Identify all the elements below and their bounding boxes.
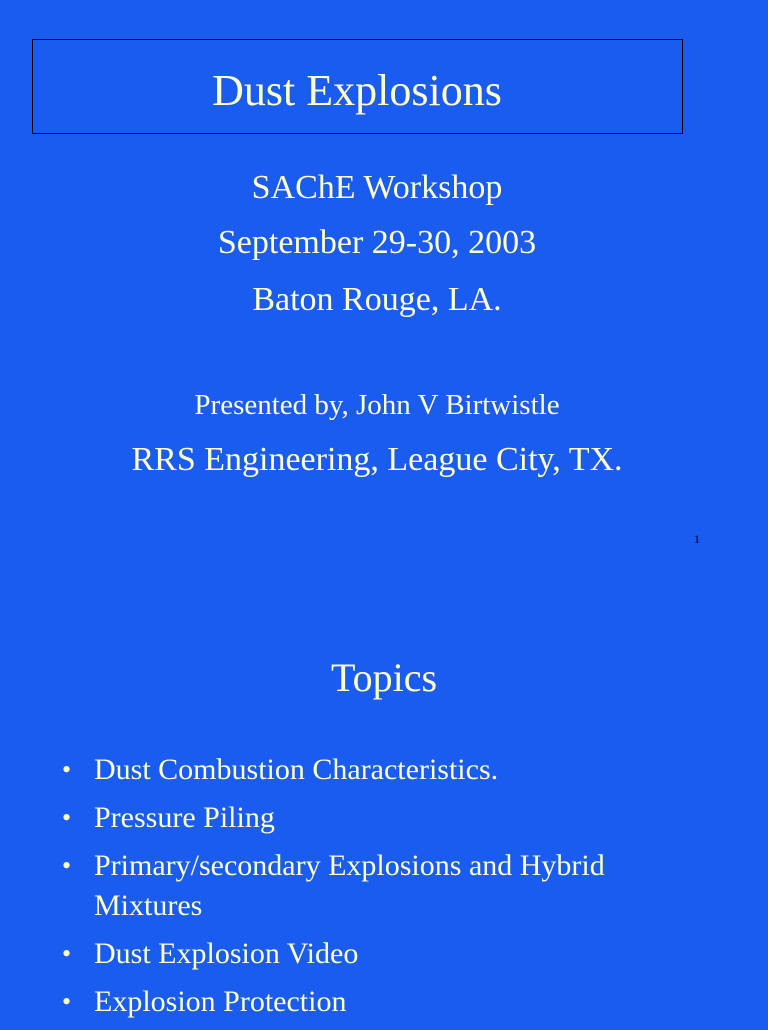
topic-list	[60, 750, 710, 1030]
bullet-icon: •	[62, 803, 72, 832]
topic-text: Dust Explosion Video	[94, 937, 359, 970]
topics-title: Topics	[330, 655, 438, 700]
slide-title-text: Dust Explosions	[212, 66, 502, 115]
topic-item	[60, 798, 710, 838]
slide-topics	[0, 570, 768, 1024]
topic-text: Pressure Piling	[94, 801, 275, 834]
topic-text: Explosion Protection	[94, 985, 347, 1018]
bullet-icon: •	[62, 851, 72, 880]
topic-item	[60, 846, 710, 926]
topic-item	[60, 982, 710, 1022]
topic-text: Primary/secondary Explosions and Hybrid Mixtures	[94, 849, 605, 922]
slide-number: 1	[694, 532, 700, 546]
bullet-icon: •	[62, 987, 72, 1016]
company-line: RRS Engineering, League City, TX.	[131, 441, 623, 478]
bullet-icon: •	[62, 755, 72, 784]
topic-item	[60, 934, 710, 974]
bullet-icon: •	[62, 939, 72, 968]
presenter-line: Presented by, John V Birtwistle	[194, 389, 560, 421]
workshop-name: SAChE Workshop	[251, 169, 503, 206]
workshop-location: Baton Rouge, LA.	[252, 281, 502, 318]
topic-item	[60, 750, 710, 790]
topic-text: Dust Combustion Characteristics.	[94, 753, 499, 786]
workshop-dates: September 29-30, 2003	[217, 224, 537, 261]
